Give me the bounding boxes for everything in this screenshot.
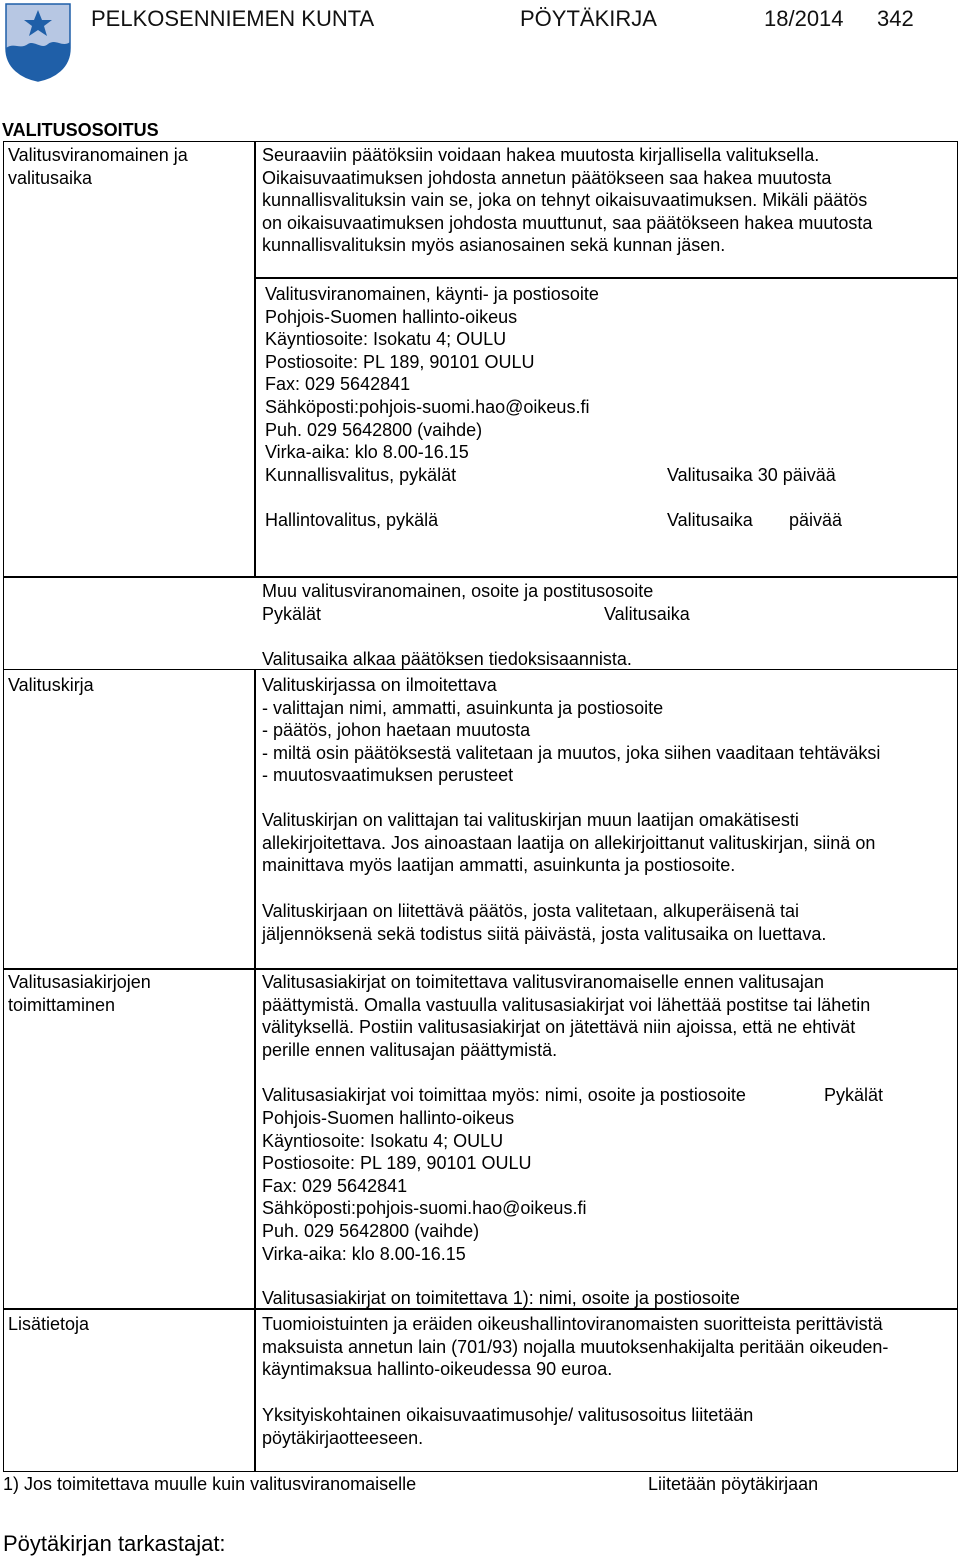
list-item: - valittajan nimi, ammatti, asuinkunta ja postiosoite — [262, 697, 664, 718]
appeal-intro-text — [262, 144, 952, 257]
list-item: - miltä osin päätöksestä valitetaan ja muutos, joka siihen vaaditaan tehtäväksi — [262, 742, 881, 763]
delivery-text — [262, 971, 952, 1061]
address-line: Pohjois-Suomen hallinto-oikeus — [262, 1108, 515, 1128]
delivery-must-line: Valitusasiakirjat on toimitettava 1): nimi, osoite ja postiosoite — [262, 1288, 740, 1308]
letter-requirements — [262, 674, 952, 787]
admin-appeal-sections: Hallintovalitus, pykälä — [265, 510, 439, 530]
address-line: Valitusviranomainen, käynti- ja postiosoite — [265, 284, 599, 304]
text-line: Oikaisuvaatimuksen johdosta annetun päätökseen saa hakea muutosta — [262, 167, 832, 188]
info-fee-text — [262, 1313, 952, 1381]
text-line: Yksityiskohtainen oikaisuvaatimusohje/ valitusosoitus liitetään — [262, 1405, 754, 1425]
page-number: 342 — [877, 6, 914, 31]
delivery-address — [262, 1107, 952, 1265]
attached-note: Liitetään pöytäkirjaan — [648, 1474, 819, 1494]
section-label-letter: Valituskirja — [8, 675, 94, 695]
admin-appeal-period-label: Valitusaika — [667, 510, 753, 530]
label-line: Valitusasiakirjojen — [8, 972, 151, 992]
label-cell-delivery — [3, 968, 256, 1310]
period-start-note: Valitusaika alkaa päätöksen tiedoksisaannista. — [262, 649, 632, 669]
text-line: perille ennen valitusajan päättymistä. — [262, 1039, 558, 1060]
label-cell-1 — [3, 141, 256, 578]
text-line: välityksellä. Postiin valitusasiakirjat on jätettävä niin ajoissa, että ne ehtivät — [262, 1017, 856, 1038]
label-line: toimittaminen — [8, 994, 116, 1015]
section-label-appeal-authority: Valitusviranomainen ja valitusaika — [8, 145, 188, 188]
email-line: Sähköposti:pohjois-suomi.hao@oikeus.fi — [262, 1198, 587, 1219]
address-line: Pohjois-Suomen hallinto-oikeus — [265, 306, 518, 327]
text-line: käyntimaksua hallinto-oikeudessa 90 euroa. — [262, 1359, 613, 1380]
text-line: on oikaisuvaatimuksen johdosta muuttunut, saa päätökseen hakea muutosta — [262, 212, 873, 233]
address-line: Käyntiosoite: Isokatu 4; OULU — [262, 1130, 504, 1151]
other-authority-title: Muu valitusviranomainen, osoite ja postitusosoite — [262, 581, 654, 601]
page-title: VALITUSOSOITUS — [2, 120, 159, 140]
letter-attachment-text — [262, 900, 952, 945]
delivery-also-sections: Pykälät — [824, 1085, 884, 1105]
letter-signature-text — [262, 809, 952, 877]
office-hours-line: Virka-aika: klo 8.00-16.15 — [265, 442, 469, 463]
info-instruction-text — [262, 1404, 952, 1449]
text-line: Tuomioistuinten ja eräiden oikeushallintoviranomaisten suoritteista perittävistä — [262, 1314, 883, 1334]
email-line: Sähköposti:pohjois-suomi.hao@oikeus.fi — [265, 396, 590, 417]
text-line: maksuista annetun lain (701/93) nojalla muutoksenhakijalta peritään oikeuden- — [262, 1336, 889, 1357]
footnote: 1) Jos toimitettava muulle kuin valitusviranomaiselle — [3, 1474, 417, 1494]
text-line: mainittava myös laatijan ammatti, asuinkunta ja postiosoite. — [262, 855, 736, 876]
address-line: Fax: 029 5642841 — [265, 374, 411, 395]
text-line: allekirjoitettava. Jos ainoastaan laatija on allekirjoittanut valituskirjan, siinä on — [262, 832, 876, 853]
municipal-appeal-sections: Kunnallisvalitus, pykälät — [265, 465, 457, 485]
section-label-info: Lisätietoja — [8, 1314, 90, 1334]
text-line: Seuraaviin päätöksiin voidaan hakea muutosta kirjallisella valituksella. — [262, 145, 820, 165]
text-line: pöytäkirjaotteeseen. — [262, 1427, 424, 1448]
other-period-label: Valitusaika — [604, 604, 690, 624]
list-item: - päätös, johon haetaan muutosta — [262, 720, 531, 741]
address-line: Postiosoite: PL 189, 90101 OULU — [265, 351, 535, 372]
admin-appeal-period-unit: päivää — [789, 510, 843, 530]
phone-line: Puh. 029 5642800 (vaihde) — [262, 1220, 480, 1241]
text-line: jäljennöksenä sekä todistus siitä päivästä, josta valitusaika on luettava. — [262, 923, 827, 944]
address-line: Postiosoite: PL 189, 90101 OULU — [262, 1153, 532, 1174]
reviewers-label: Pöytäkirjan tarkastajat: — [3, 1531, 226, 1556]
text-line: päättymistä. Omalla vastuulla valitusasiakirjat voi lähettää postitse tai lähetin — [262, 994, 871, 1015]
minutes-number: 18/2014 — [764, 6, 844, 31]
label-cell-letter — [3, 669, 256, 970]
text-line: Valituskirjassa on ilmoitettava — [262, 675, 497, 695]
section-label-delivery — [8, 971, 151, 1016]
text-line: kunnallisvalituksin myös asianosainen sekä kunnan jäsen. — [262, 235, 726, 256]
municipal-appeal-period: Valitusaika 30 päivää — [667, 465, 836, 485]
text-line: Valituskirjan on valittajan tai valituskirjan muun laatijan omakätisesti — [262, 810, 799, 830]
delivery-also-line: Valitusasiakirjat voi toimittaa myös: nimi, osoite ja postiosoite — [262, 1085, 746, 1105]
list-item: - muutosvaatimuksen perusteet — [262, 765, 514, 786]
text-line: Valitusasiakirjat on toimitettava valitusviranomaiselle ennen valitusajan — [262, 972, 824, 992]
document-type: PÖYTÄKIRJA — [520, 6, 657, 31]
municipal-crest-logo — [4, 2, 72, 82]
address-line: Fax: 029 5642841 — [262, 1175, 408, 1196]
other-sections-label: Pykälät — [262, 604, 322, 624]
text-line: Valituskirjaan on liitettävä päätös, josta valitetaan, alkuperäisenä tai — [262, 901, 799, 921]
authority-address — [265, 283, 599, 464]
phone-line: Puh. 029 5642800 (vaihde) — [265, 419, 483, 440]
address-line: Käyntiosoite: Isokatu 4; OULU — [265, 329, 507, 350]
municipality-name: PELKOSENNIEMEN KUNTA — [91, 6, 375, 31]
text-line: kunnallisvalituksin vain se, joka on tehnyt oikaisuvaatimuksen. Mikäli päätös — [262, 190, 868, 211]
office-hours-line: Virka-aika: klo 8.00-16.15 — [262, 1243, 466, 1264]
